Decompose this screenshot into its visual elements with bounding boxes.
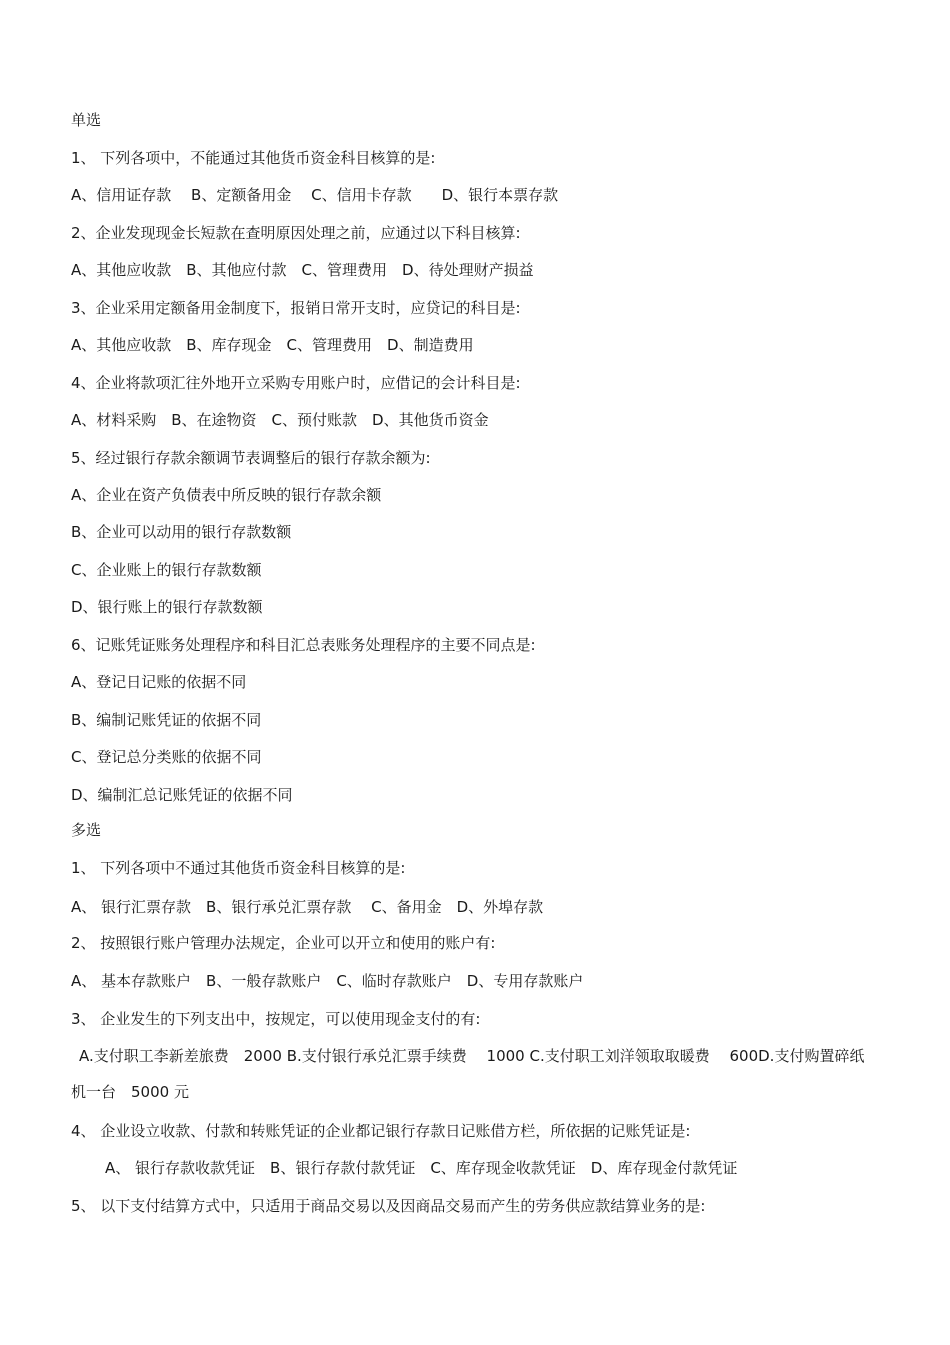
option-item: B、编制记账凭证的依据不同: [71, 711, 262, 729]
question-text: 2、 按照银行账户管理办法规定，企业可以开立和使用的账户有:: [71, 934, 496, 952]
options-text: A、 基本存款账户 B、一般存款账户 C、临时存款账户 D、专用存款账户: [71, 972, 584, 990]
question-text: 5、经过银行存款余额调节表调整后的银行存款余额为:: [71, 449, 431, 467]
option-item: A、企业在资产负债表中所反映的银行存款余额: [71, 486, 382, 504]
option-item: D、银行账上的银行存款数额: [71, 598, 263, 616]
options-text: A、 银行存款收款凭证 B、银行存款付款凭证 C、库存现金收款凭证 D、库存现金付款凭证: [105, 1159, 738, 1177]
options-text: A、 银行汇票存款 B、银行承兑汇票存款 C、备用金 D、外埠存款: [71, 898, 544, 916]
question-text: 5、 以下支付结算方式中，只适用于商品交易以及因商品交易而产生的劳务供应款结算业务的是:: [71, 1197, 706, 1215]
option-item: D、编制汇总记账凭证的依据不同: [71, 786, 293, 804]
section-heading-single: 单选: [71, 111, 102, 129]
options-text: A、信用证存款 B、定额备用金 C、信用卡存款 D、银行本票存款: [71, 186, 559, 204]
question-text: 4、 企业设立收款、付款和转账凭证的企业都记银行存款日记账借方栏，所依据的记账凭证是:: [71, 1122, 691, 1140]
option-item: A、登记日记账的依据不同: [71, 673, 247, 691]
question-text: 3、企业采用定额备用金制度下，报销日常开支时，应贷记的科目是:: [71, 299, 521, 317]
section-heading-multi: 多选: [71, 821, 102, 839]
option-item: C、企业账上的银行存款数额: [71, 561, 262, 579]
options-text: A.支付职工李新差旅费 2000 B.支付银行承兑汇票手续费 1000 C.支付职工刘洋领取取暖费 600D.支付购置碎纸机一台 5000 元: [71, 1047, 865, 1101]
options-text: A、材料采购 B、在途物资 C、预付账款 D、其他货币资金: [71, 411, 489, 429]
question-text: 1、 下列各项中，不能通过其他货币资金科目核算的是:: [71, 149, 436, 167]
option-item: B、企业可以动用的银行存款数额: [71, 523, 292, 541]
options-text: A、其他应收款 B、其他应付款 C、管理费用 D、待处理财产损益: [71, 261, 534, 279]
options-text: A、其他应收款 B、库存现金 C、管理费用 D、制造费用: [71, 336, 474, 354]
question-text: 4、企业将款项汇往外地开立采购专用账户时，应借记的会计科目是:: [71, 374, 521, 392]
question-text: 1、 下列各项中不通过其他货币资金科目核算的是:: [71, 859, 406, 877]
option-item: C、登记总分类账的依据不同: [71, 748, 262, 766]
question-text: 3、 企业发生的下列支出中，按规定，可以使用现金支付的有:: [71, 1010, 481, 1028]
question-text: 6、记账凭证账务处理程序和科目汇总表账务处理程序的主要不同点是:: [71, 636, 536, 654]
question-text: 2、企业发现现金长短款在查明原因处理之前，应通过以下科目核算:: [71, 224, 521, 242]
